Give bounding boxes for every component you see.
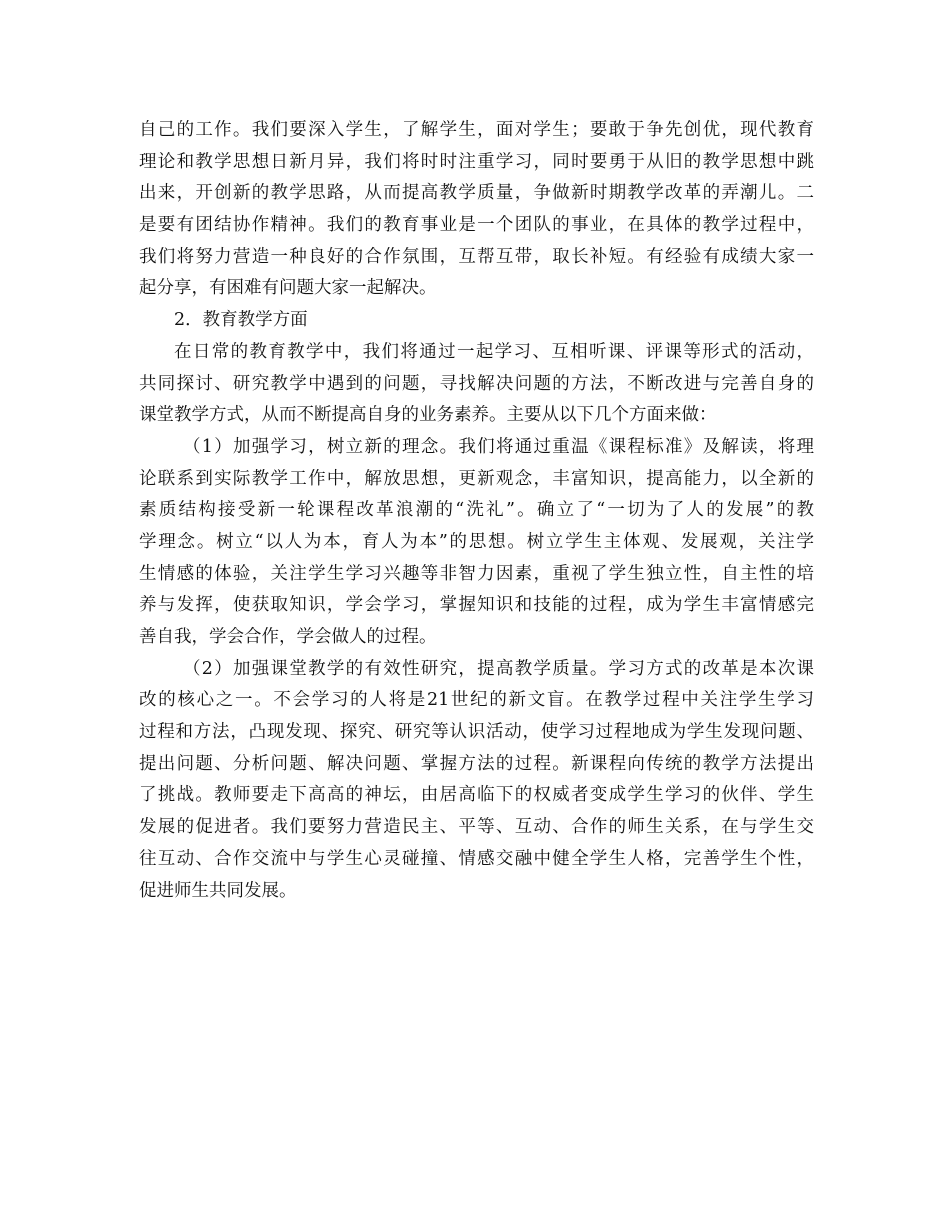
text-line: 往互动、合作交流中与学生心灵碰撞、情感交融中健全学生人格，完善学生个性， xyxy=(139,848,814,869)
text-line: 提出问题、分析问题、解决问题、掌握方法的过程。新课程向传统的教学方法提出 xyxy=(139,753,814,774)
text-line: 理论和教学思想日新月异，我们将时时注重学习，同时要勇于从旧的教学思想中跳 xyxy=(139,151,814,172)
text-line: 论联系到实际教学工作中，解放思想，更新观念，丰富知识，提高能力，以全新的 xyxy=(139,468,814,489)
text-line: 过程和方法，凸现发现、探究、研究等认识活动，使学习过程地成为学生发现问题、 xyxy=(139,722,814,743)
text-line: 促进师生共同发展。 xyxy=(139,880,297,901)
text-line: 发展的促进者。我们要努力营造民主、平等、互动、合作的师生关系，在与学生交 xyxy=(139,817,814,838)
text-line: 2．教育教学方面 xyxy=(174,310,308,331)
text-line: 养与发挥，使获取知识，学会学习，掌握知识和技能的过程，成为学生丰富情感完 xyxy=(139,595,814,616)
text-line: （2）加强课堂教学的有效性研究，提高教学质量。学习方式的改革是本次课 xyxy=(183,658,814,679)
text-line: 学理念。树立“以人为本，育人为本”的思想。树立学生主体观、发展观，关注学 xyxy=(139,531,814,552)
text-line: 起分享，有困难有问题大家一起解决。 xyxy=(139,278,437,299)
text-line: 素质结构接受新一轮课程改革浪潮的“洗礼”。确立了“一切为了人的发展”的教 xyxy=(139,500,814,521)
text-line: 自己的工作。我们要深入学生，了解学生，面对学生；要敢于争先创优，现代教育 xyxy=(139,120,814,140)
text-line: 了挑战。教师要走下高高的神坛，由居高临下的权威者变成学生学习的伙伴、学生 xyxy=(139,785,814,806)
text-line: 共同探讨、研究教学中遇到的问题，寻找解决问题的方法，不断改进与完善自身的 xyxy=(139,373,814,394)
text-line: 在日常的教育教学中，我们将通过一起学习、互相听课、评课等形式的活动， xyxy=(174,341,814,362)
text-line: 生情感的体验，关注学生学习兴趣等非智力因素，重视了学生独立性，自主性的培 xyxy=(139,563,814,584)
text-line: 我们将努力营造一种良好的合作氛围，互帮互带，取长补短。有经验有成绩大家一 xyxy=(139,246,814,267)
text-line: 善自我，学会合作，学会做人的过程。 xyxy=(139,627,437,647)
text-line: 改的核心之一。不会学习的人将是21世纪的新文盲。在教学过程中关注学生学习 xyxy=(139,690,814,711)
text-line: 出来，开创新的教学思路，从而提高教学质量，争做新时期教学改革的弄潮儿。二 xyxy=(139,183,814,204)
document-body xyxy=(139,115,814,907)
text-line: （1）加强学习，树立新的理念。我们将通过重温《课程标准》及解读，将理 xyxy=(183,436,814,457)
text-line: 课堂教学方式，从而不断提高自身的业务素养。主要从以下几个方面来做： xyxy=(139,405,717,426)
text-line: 是要有团结协作精神。我们的教育事业是一个团队的事业，在具体的教学过程中， xyxy=(139,215,814,236)
